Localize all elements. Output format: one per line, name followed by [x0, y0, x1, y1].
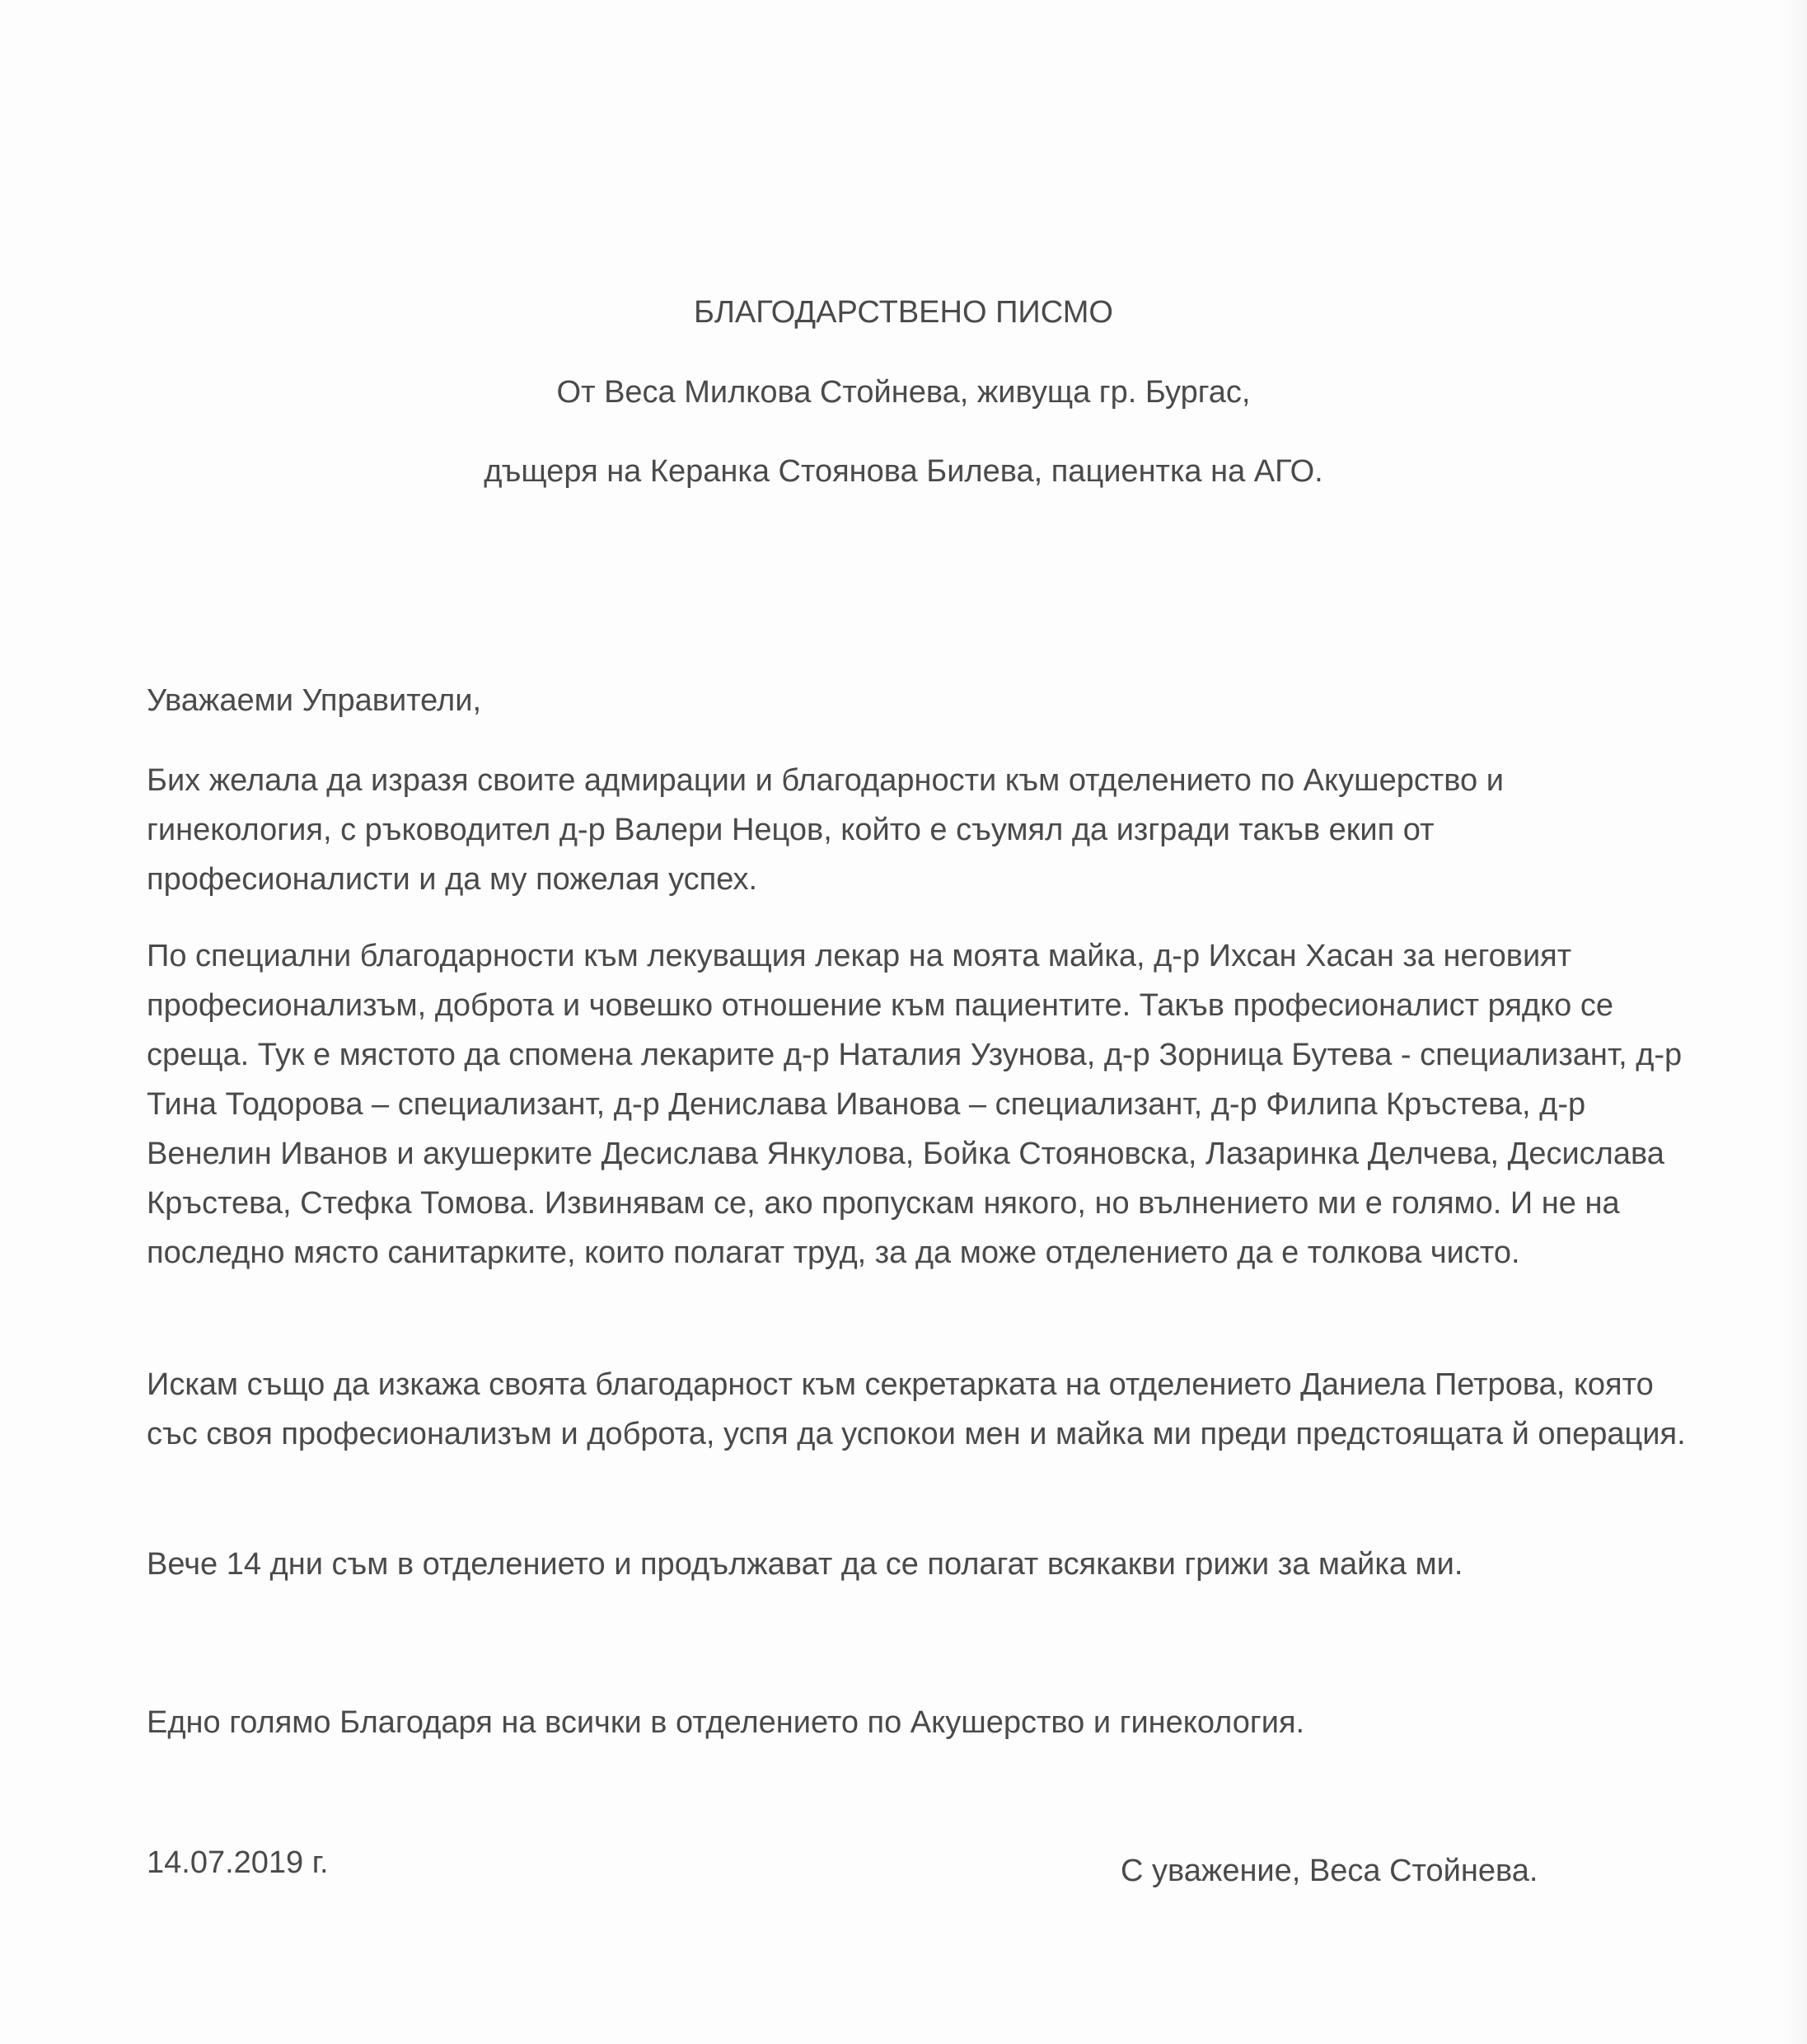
paragraph-duration: Вече 14 дни съм в отделението и продължават да се полагат всякакви грижи за майка ми.	[147, 1547, 1463, 1582]
salutation: Уважаеми Управители,	[147, 683, 481, 718]
signature-line: С уважение, Веса Стойнева.	[1121, 1854, 1538, 1888]
scan-edge-shading	[1782, 0, 1807, 2044]
paragraph-secretary-thanks: Искам също да изкажа своята благодарност към секретарката на отделението Даниела Петрова, която със своя професионализъм и доброта, успя да успокои мен и майка ми преди предстоящата й операция.	[147, 1367, 1686, 1451]
sender-line: От Веса Милкова Стойнева, живуща гр. Бургас,	[556, 375, 1251, 410]
paragraph-staff-thanks: По специални благодарности към лекуващия лекар на моята майка, д-р Ихсан Хасан за неговият професионализъм, доброта и човешко отношение към пациентите. Такъв професионалист рядко се среща. Тук е мястото да спомена лекарите д-р Наталия Узунова, д-р Зорница Бутева - специализант, д-р Тина Тодорова – специализант, д-р Денислава Иванова – специализант, д-р Филипа Кръстева, д-р Венелин Иванов и акушерките Десислава Янкулова, Бойка Стояновска, Лазаринка Делчева, Десислава Кръстева, Стефка Томова. Извинявам се, ако пропускам някого, но вълнението ми е голямо. И не на последно място санитарките, които полагат труд, за да може отделението да е толкова чисто.	[147, 939, 1683, 1270]
closing-line: Едно голямо Благодаря на всички в отделението по Акушерство и гинекология.	[147, 1705, 1305, 1740]
paragraph-admiration: Бих желала да изразя своите адмирации и благодарности към отделението по Акушерство и гинекология, с ръководител д-р Валери Нецов, който е съумял да изгради такъв екип от професионалисти и да му пожелая успех.	[147, 763, 1504, 897]
patient-line: дъщеря на Керанка Стоянова Билева, пациентка на АГО.	[484, 454, 1323, 489]
letter-date: 14.07.2019 г.	[147, 1845, 329, 1880]
letter-title: БЛАГОДАРСТВЕНО ПИСМО	[694, 295, 1113, 330]
